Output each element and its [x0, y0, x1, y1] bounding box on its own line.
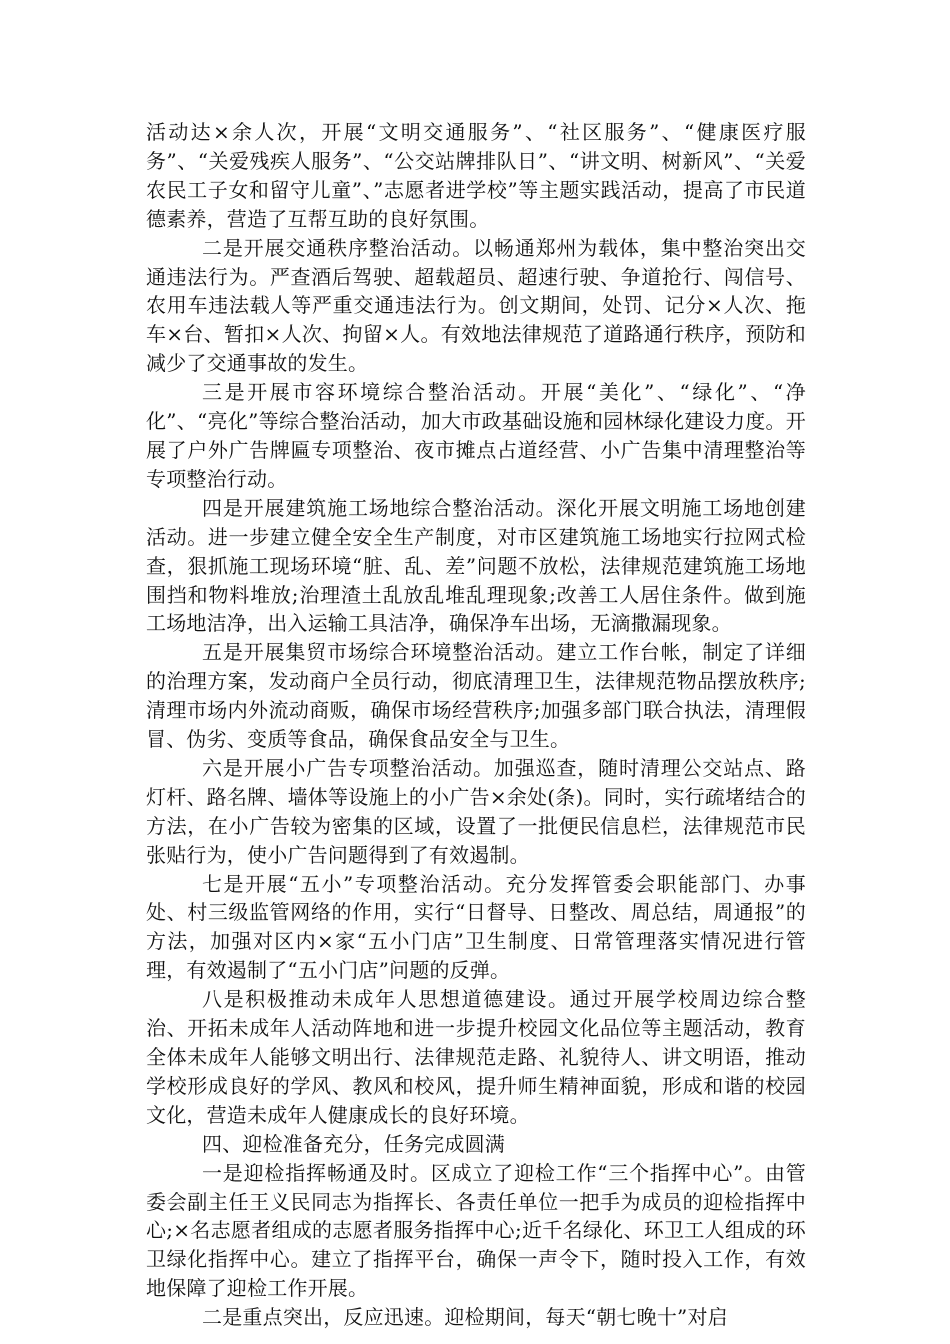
document-body [146, 118, 806, 1332]
paragraph-city-environment: 三是开展市容环境综合整治活动。开展“美化”、“绿化”、“净化”、“亮化”等综合整治活动，加大市政基础设施和园林绿化建设力度。开展了户外广告牌匾专项整治、夜市摊点占道经营、小广告集中清理整治等专项整治行动。 [146, 380, 806, 491]
paragraph-construction-sites: 四是开展建筑施工场地综合整治活动。深化开展文明施工场地创建活动。进一步建立健全安全生产制度，对市区建筑施工场地实行拉网式检查，狠抓施工现场环境“脏、乱、差”问题不放松，法律规范建筑施工场地围挡和物料堆放;治理渣土乱放乱堆乱理现象;改善工人居住条件。做到施工场地洁净，出入运输工具洁净，确保净车出场，无滴撒漏现象。 [146, 495, 806, 636]
section-heading-inspection: 四、迎检准备充分，任务完成圆满 [202, 1131, 505, 1156]
paragraph-five-small: 七是开展“五小”专项整治活动。充分发挥管委会职能部门、办事处、村三级监管网络的作用，实行“日督导、日整改、周总结，周通报”的方法，加强对区内×家“五小门店”卫生制度、日常管理落实情况进行管理，有效遏制了“五小门店”问题的反弹。 [146, 871, 806, 983]
paragraph-command-centers: 一是迎检指挥畅通及时。区成立了迎检工作“三个指挥中心”。由管委会副主任王义民同志为指挥长、各责任单位一把手为成员的迎检指挥中心;×名志愿者组成的志愿者服务指挥中心;近千名绿化、环卫工人组成的环卫绿化指挥中心。建立了指挥平台，确保一声令下，随时投入工作，有效地保障了迎检工作开展。 [146, 1160, 806, 1301]
paragraph-minors: 八是积极推动未成年人思想道德建设。通过开展学校周边综合整治、开拓未成年人活动阵地和进一步提升校园文化品位等主题活动，教育全体未成年人能够文明出行、法律规范走路、礼貌待人、讲文明语，推动学校形成良好的学风、教风和校风，提升师生精神面貌，形成和谐的校园文化，营造未成年人健康成长的良好环境。 [146, 987, 806, 1127]
paragraph-small-ads: 六是开展小广告专项整治活动。加强巡查，随时清理公交站点、路灯杆、路名牌、墙体等设施上的小广告×余处(条)。同时，实行疏堵结合的方法，在小广告较为密集的区域，设置了一批便民信息栏，法律规范市民张贴行为，使小广告问题得到了有效遏制。 [146, 755, 806, 867]
paragraph-volunteer-activities: 活动达×余人次，开展“文明交通服务”、“社区服务”、“健康医疗服务”、“关爱残疾人服务”、“公交站牌排队日”、“讲文明、树新风”、“关爱农民工子女和留守儿童”、”志愿者进学校”等主题实践活动，提高了市民道德素养，营造了互帮互助的良好氛围。 [146, 120, 806, 231]
paragraph-traffic-order: 二是开展交通秩序整治活动。以畅通郑州为载体，集中整治突出交通违法行为。严查酒后驾驶、超载超员、超速行驶、争道抢行、闯信号、农用车违法载人等严重交通违法行为。创文期间，处罚、记分×人次、拖车×台、暂扣×人次、拘留×人。有效地法律规范了道路通行秩序，预防和减少了交通事故的发生。 [146, 235, 806, 376]
paragraph-markets: 五是开展集贸市场综合环境整治活动。建立工作台帐，制定了详细的治理方案，发动商户全员行动，彻底清理卫生，法律规范物品摆放秩序;清理市场内外流动商贩，确保市场经营秩序;加强多部门联合执法，清理假冒、伪劣、变质等食品，确保食品安全与卫生。 [146, 640, 806, 752]
paragraph-rapid-response: 二是重点突出，反应迅速。迎检期间，每天“朝七晚十”对启 [202, 1305, 728, 1330]
